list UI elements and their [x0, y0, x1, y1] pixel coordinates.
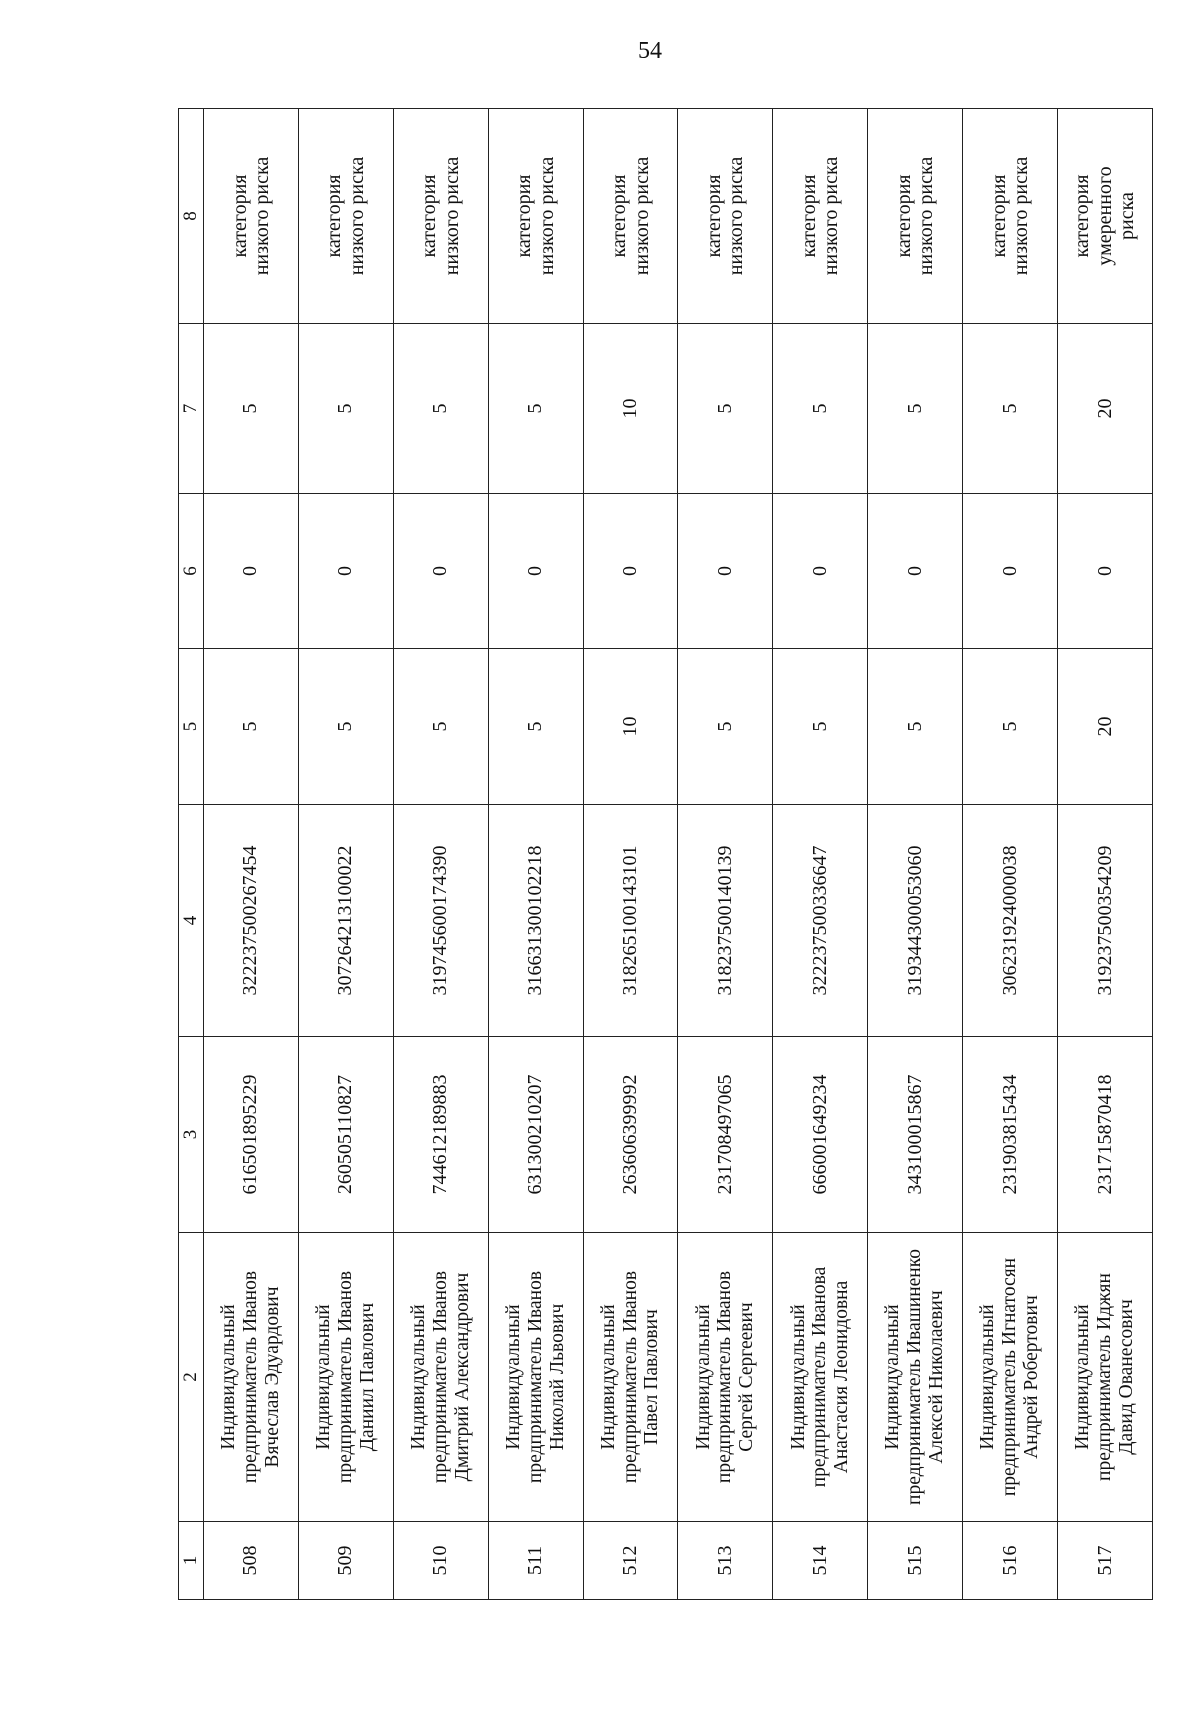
risk-category-cell-line: категория — [797, 174, 820, 258]
table-row — [393, 109, 488, 1600]
column-7-value-cell: 5 — [678, 324, 773, 494]
table-body — [204, 109, 1153, 1600]
column-7-value-cell: 5 — [393, 324, 488, 494]
column-5-value-cell: 20 — [1058, 649, 1153, 805]
entrepreneur-name-cell — [1058, 1233, 1153, 1522]
ogrnip-cell: 318237500140139 — [678, 805, 773, 1037]
column-6-value-cell: 0 — [773, 494, 868, 649]
inn-cell: 744612189883 — [393, 1037, 488, 1233]
ogrnip-cell: 316631300102218 — [488, 805, 583, 1037]
row-number-cell: 511 — [488, 1522, 583, 1600]
risk-category-cell-line: категория — [228, 174, 251, 258]
column-6-value-cell: 0 — [868, 494, 963, 649]
column-5-value-cell: 5 — [298, 649, 393, 805]
entrepreneur-name-cell-line: Сергей Сергеевич — [736, 1302, 758, 1452]
ogrnip-cell: 319237500354209 — [1058, 805, 1153, 1037]
column-5-value-cell: 5 — [868, 649, 963, 805]
inn-cell: 666001649234 — [773, 1037, 868, 1233]
column-6-value-cell: 0 — [678, 494, 773, 649]
risk-category-cell — [773, 109, 868, 324]
column-5-value-cell: 5 — [963, 649, 1058, 805]
row-number-cell: 510 — [393, 1522, 488, 1600]
column-header: 8 — [179, 109, 204, 324]
entrepreneur-name-cell-line: Индивидуальный — [502, 1304, 524, 1450]
risk-category-cell-line: низкого риска — [820, 156, 843, 276]
column-7-value-cell: 5 — [963, 324, 1058, 494]
column-6-value-cell: 0 — [204, 494, 299, 649]
table-row — [204, 109, 299, 1600]
risk-category-cell-line: низкого риска — [630, 156, 653, 276]
entrepreneur-name-cell-line: Индивидуальный — [787, 1304, 809, 1450]
entrepreneur-name-cell-line: предприниматель Игнатосян — [999, 1257, 1021, 1497]
entrepreneur-name-cell-line: Индивидуальный — [218, 1304, 240, 1450]
inn-cell: 343100015867 — [868, 1037, 963, 1233]
column-5-value-cell: 5 — [773, 649, 868, 805]
column-7-value-cell: 5 — [204, 324, 299, 494]
entrepreneur-name-cell-line: Давид Ованесович — [1115, 1299, 1137, 1455]
entrepreneur-name-cell — [773, 1233, 868, 1522]
ogrnip-cell: 318265100143101 — [583, 805, 678, 1037]
ogrnip-cell: 307264213100022 — [298, 805, 393, 1037]
risk-category-cell-line: умеренного — [1093, 166, 1116, 266]
risk-category-cell-line: категория — [892, 174, 915, 258]
entrepreneur-name-cell-line: предприниматель Иванов — [334, 1270, 356, 1484]
risk-category-cell — [583, 109, 678, 324]
table-row — [583, 109, 678, 1600]
risk-category-cell-line: низкого риска — [915, 156, 938, 276]
entrepreneur-name-cell-line: Николай Львович — [546, 1303, 568, 1451]
risk-category-cell-line: низкого риска — [440, 156, 463, 276]
entrepreneur-name-cell-line: Даниил Павлович — [356, 1302, 378, 1452]
table-row — [963, 109, 1058, 1600]
column-6-value-cell: 0 — [488, 494, 583, 649]
entrepreneur-name-cell-line: предприниматель Иванов — [429, 1270, 451, 1484]
column-7-value-cell: 5 — [773, 324, 868, 494]
risk-category-cell-line: категория — [418, 174, 441, 258]
entrepreneur-name-cell-line: Павел Павлович — [641, 1309, 663, 1445]
inn-cell: 263606399992 — [583, 1037, 678, 1233]
entrepreneur-name-cell-line: Индивидуальный — [977, 1304, 999, 1450]
ogrnip-cell: 319344300053060 — [868, 805, 963, 1037]
entrepreneur-name-cell — [868, 1233, 963, 1522]
risk-category-cell — [963, 109, 1058, 324]
column-header: 2 — [179, 1233, 204, 1522]
row-number-cell: 515 — [868, 1522, 963, 1600]
risk-category-cell — [488, 109, 583, 324]
risk-category-cell — [393, 109, 488, 324]
column-7-value-cell: 5 — [868, 324, 963, 494]
entrepreneur-name-cell-line: предприниматель Иванов — [714, 1270, 736, 1484]
risk-category-cell-line: категория — [323, 174, 346, 258]
column-6-value-cell: 0 — [583, 494, 678, 649]
column-header: 4 — [179, 805, 204, 1037]
entrepreneur-name-cell — [963, 1233, 1058, 1522]
entrepreneur-name-cell-line: Индивидуальный — [597, 1304, 619, 1450]
entrepreneur-name-cell-line: Индивидуальный — [882, 1304, 904, 1450]
entrepreneur-name-cell-line: предприниматель Иджян — [1094, 1273, 1116, 1481]
entrepreneur-name-cell-line: Индивидуальный — [1072, 1304, 1094, 1450]
column-5-value-cell: 5 — [678, 649, 773, 805]
column-6-value-cell: 0 — [963, 494, 1058, 649]
risk-category-cell — [1058, 109, 1153, 324]
risk-category-cell-line: низкого риска — [345, 156, 368, 276]
column-6-value-cell: 0 — [298, 494, 393, 649]
ogrnip-cell: 306231924000038 — [963, 805, 1058, 1037]
inn-cell: 631300210207 — [488, 1037, 583, 1233]
risk-category-cell — [678, 109, 773, 324]
column-header: 6 — [179, 494, 204, 649]
column-7-value-cell: 10 — [583, 324, 678, 494]
entrepreneur-name-cell-line: Индивидуальный — [313, 1304, 335, 1450]
entrepreneur-name-cell-line: Вячеслав Эдуардович — [261, 1286, 283, 1468]
risk-category-cell-line: категория — [703, 174, 725, 258]
column-header: 1 — [179, 1522, 204, 1600]
risk-category-cell-line: категория — [608, 174, 631, 258]
column-header: 3 — [179, 1037, 204, 1233]
inn-cell: 260505110827 — [298, 1037, 393, 1233]
column-6-value-cell: 0 — [1058, 494, 1153, 649]
ogrnip-cell: 322237500267454 — [204, 805, 299, 1037]
risk-category-cell-line: низкого риска — [1010, 156, 1033, 276]
ogrnip-cell: 322237500336647 — [773, 805, 868, 1037]
rotated-table-wrapper — [178, 109, 1153, 1600]
row-number-cell: 516 — [963, 1522, 1058, 1600]
entrepreneur-name-cell-line: предприниматель Иванова — [809, 1266, 831, 1488]
entrepreneur-name-cell-line: Индивидуальный — [407, 1304, 429, 1450]
entrepreneur-name-cell — [298, 1233, 393, 1522]
inn-cell: 231708497065 — [678, 1037, 773, 1233]
column-7-value-cell: 20 — [1058, 324, 1153, 494]
entrepreneur-name-cell-line: Анастасия Леонидовна — [831, 1280, 853, 1474]
column-header: 7 — [179, 324, 204, 494]
ogrnip-cell: 319745600174390 — [393, 805, 488, 1037]
column-7-value-cell: 5 — [488, 324, 583, 494]
entrepreneur-name-cell-line: Индивидуальный — [692, 1304, 714, 1450]
entrepreneur-name-cell-line: предприниматель Ивашиненко — [904, 1249, 926, 1505]
page-number: 54 — [638, 38, 662, 64]
table-row — [1058, 109, 1153, 1600]
table-row — [488, 109, 583, 1600]
entrepreneur-name-cell — [583, 1233, 678, 1522]
risk-category-cell-line: низкого риска — [535, 156, 558, 276]
row-number-cell: 517 — [1058, 1522, 1153, 1600]
risk-category-cell-line: низкого риска — [250, 156, 273, 276]
column-5-value-cell: 10 — [583, 649, 678, 805]
table-row — [868, 109, 963, 1600]
entrepreneur-name-cell-line: предприниматель Иванов — [524, 1270, 546, 1484]
risk-category-cell — [868, 109, 963, 324]
risk-category-cell-line: категория — [1071, 174, 1094, 258]
column-header: 5 — [179, 649, 204, 805]
entrepreneur-name-cell — [678, 1233, 773, 1522]
entrepreneur-name-cell-line: Дмитрий Александрович — [451, 1272, 473, 1482]
entrepreneur-name-cell-line: Алексей Николаевич — [926, 1290, 948, 1464]
registry-table — [178, 108, 1153, 1600]
entrepreneur-name-cell — [393, 1233, 488, 1522]
inn-cell: 231903815434 — [963, 1037, 1058, 1233]
entrepreneur-name-cell — [204, 1233, 299, 1522]
row-number-cell: 512 — [583, 1522, 678, 1600]
risk-category-cell — [298, 109, 393, 324]
risk-category-cell-line: низкого риска — [725, 156, 748, 276]
entrepreneur-name-cell-line: Андрей Робертович — [1020, 1295, 1042, 1459]
column-6-value-cell: 0 — [393, 494, 488, 649]
inn-cell: 231715870418 — [1058, 1037, 1153, 1233]
risk-category-cell-line: риска — [1116, 192, 1139, 240]
row-number-cell: 508 — [204, 1522, 299, 1600]
column-7-value-cell: 5 — [298, 324, 393, 494]
entrepreneur-name-cell-line: предприниматель Иванов — [240, 1270, 262, 1484]
column-5-value-cell: 5 — [488, 649, 583, 805]
risk-category-cell — [204, 109, 299, 324]
risk-category-cell-line: категория — [513, 174, 536, 258]
table-row — [678, 109, 773, 1600]
row-number-cell: 513 — [678, 1522, 773, 1600]
column-5-value-cell: 5 — [204, 649, 299, 805]
row-number-cell: 514 — [773, 1522, 868, 1600]
row-number-cell: 509 — [298, 1522, 393, 1600]
inn-cell: 616501895229 — [204, 1037, 299, 1233]
risk-category-cell-line: категория — [987, 174, 1010, 258]
column-5-value-cell: 5 — [393, 649, 488, 805]
table-row — [773, 109, 868, 1600]
table-row — [298, 109, 393, 1600]
header-row — [179, 109, 204, 1600]
entrepreneur-name-cell-line: предприниматель Иванов — [619, 1270, 641, 1484]
entrepreneur-name-cell — [488, 1233, 583, 1522]
